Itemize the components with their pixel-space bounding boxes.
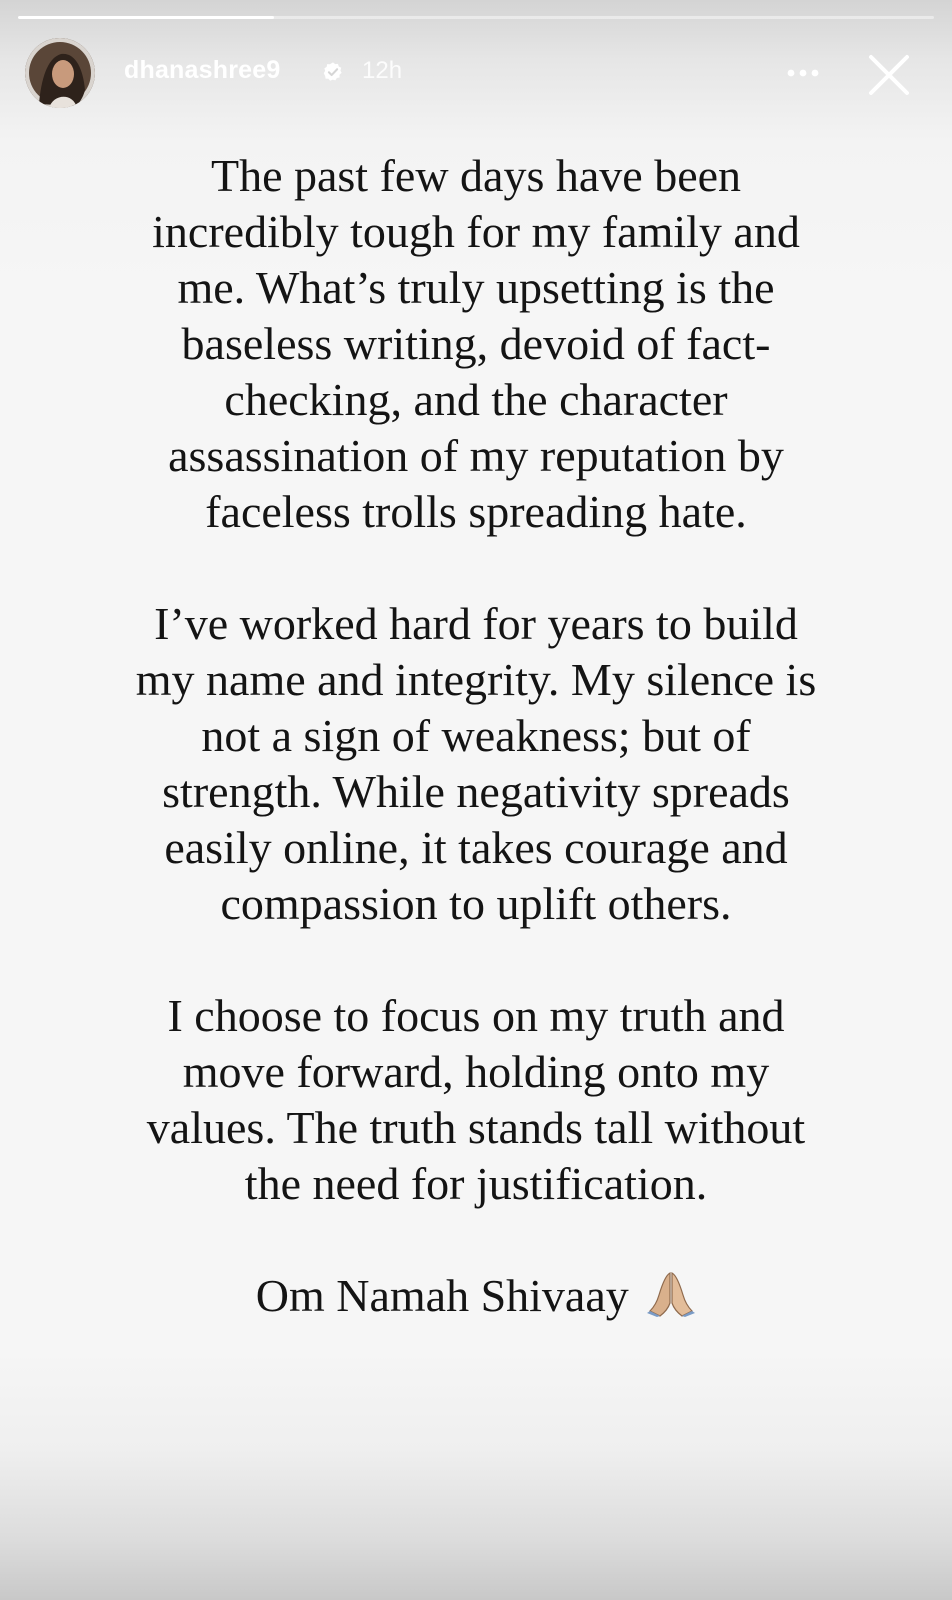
post-time: 12h <box>362 57 403 84</box>
story-progress-bar <box>18 16 934 19</box>
close-button[interactable] <box>866 52 912 98</box>
story-header <box>0 38 952 108</box>
folded-hands-emoji <box>646 1269 696 1317</box>
story-paragraph-1: The past few days have been incredibly tough for my family and me. What’s truly upsetting is the baseless writing, devoid of fact-checking, and the character assassination of my reputation by faceless trolls spreading hate. <box>152 150 800 537</box>
story-text-content <box>120 148 832 1324</box>
signoff-text: Om Namah Shivaay <box>255 1270 629 1321</box>
more-horizontal-icon <box>780 58 826 88</box>
profile-photo <box>25 38 95 108</box>
story-progress-fill <box>18 16 274 19</box>
verified-badge-icon <box>322 61 344 83</box>
username[interactable]: dhanashree9 <box>124 56 281 84</box>
story-paragraph-2: I’ve worked hard for years to build my name and integrity. My silence is not a sign of weakness; but of strength. While negativity spreads easily online, it takes courage and compassion to uplift others. <box>135 598 817 929</box>
avatar[interactable] <box>25 38 95 108</box>
story-signoff <box>120 1268 832 1324</box>
story-paragraph-3: I choose to focus on my truth and move forward, holding onto my values. The truth stands tall without the need for justification. <box>146 990 806 1209</box>
more-options-button[interactable] <box>780 58 826 88</box>
close-icon <box>866 52 912 98</box>
